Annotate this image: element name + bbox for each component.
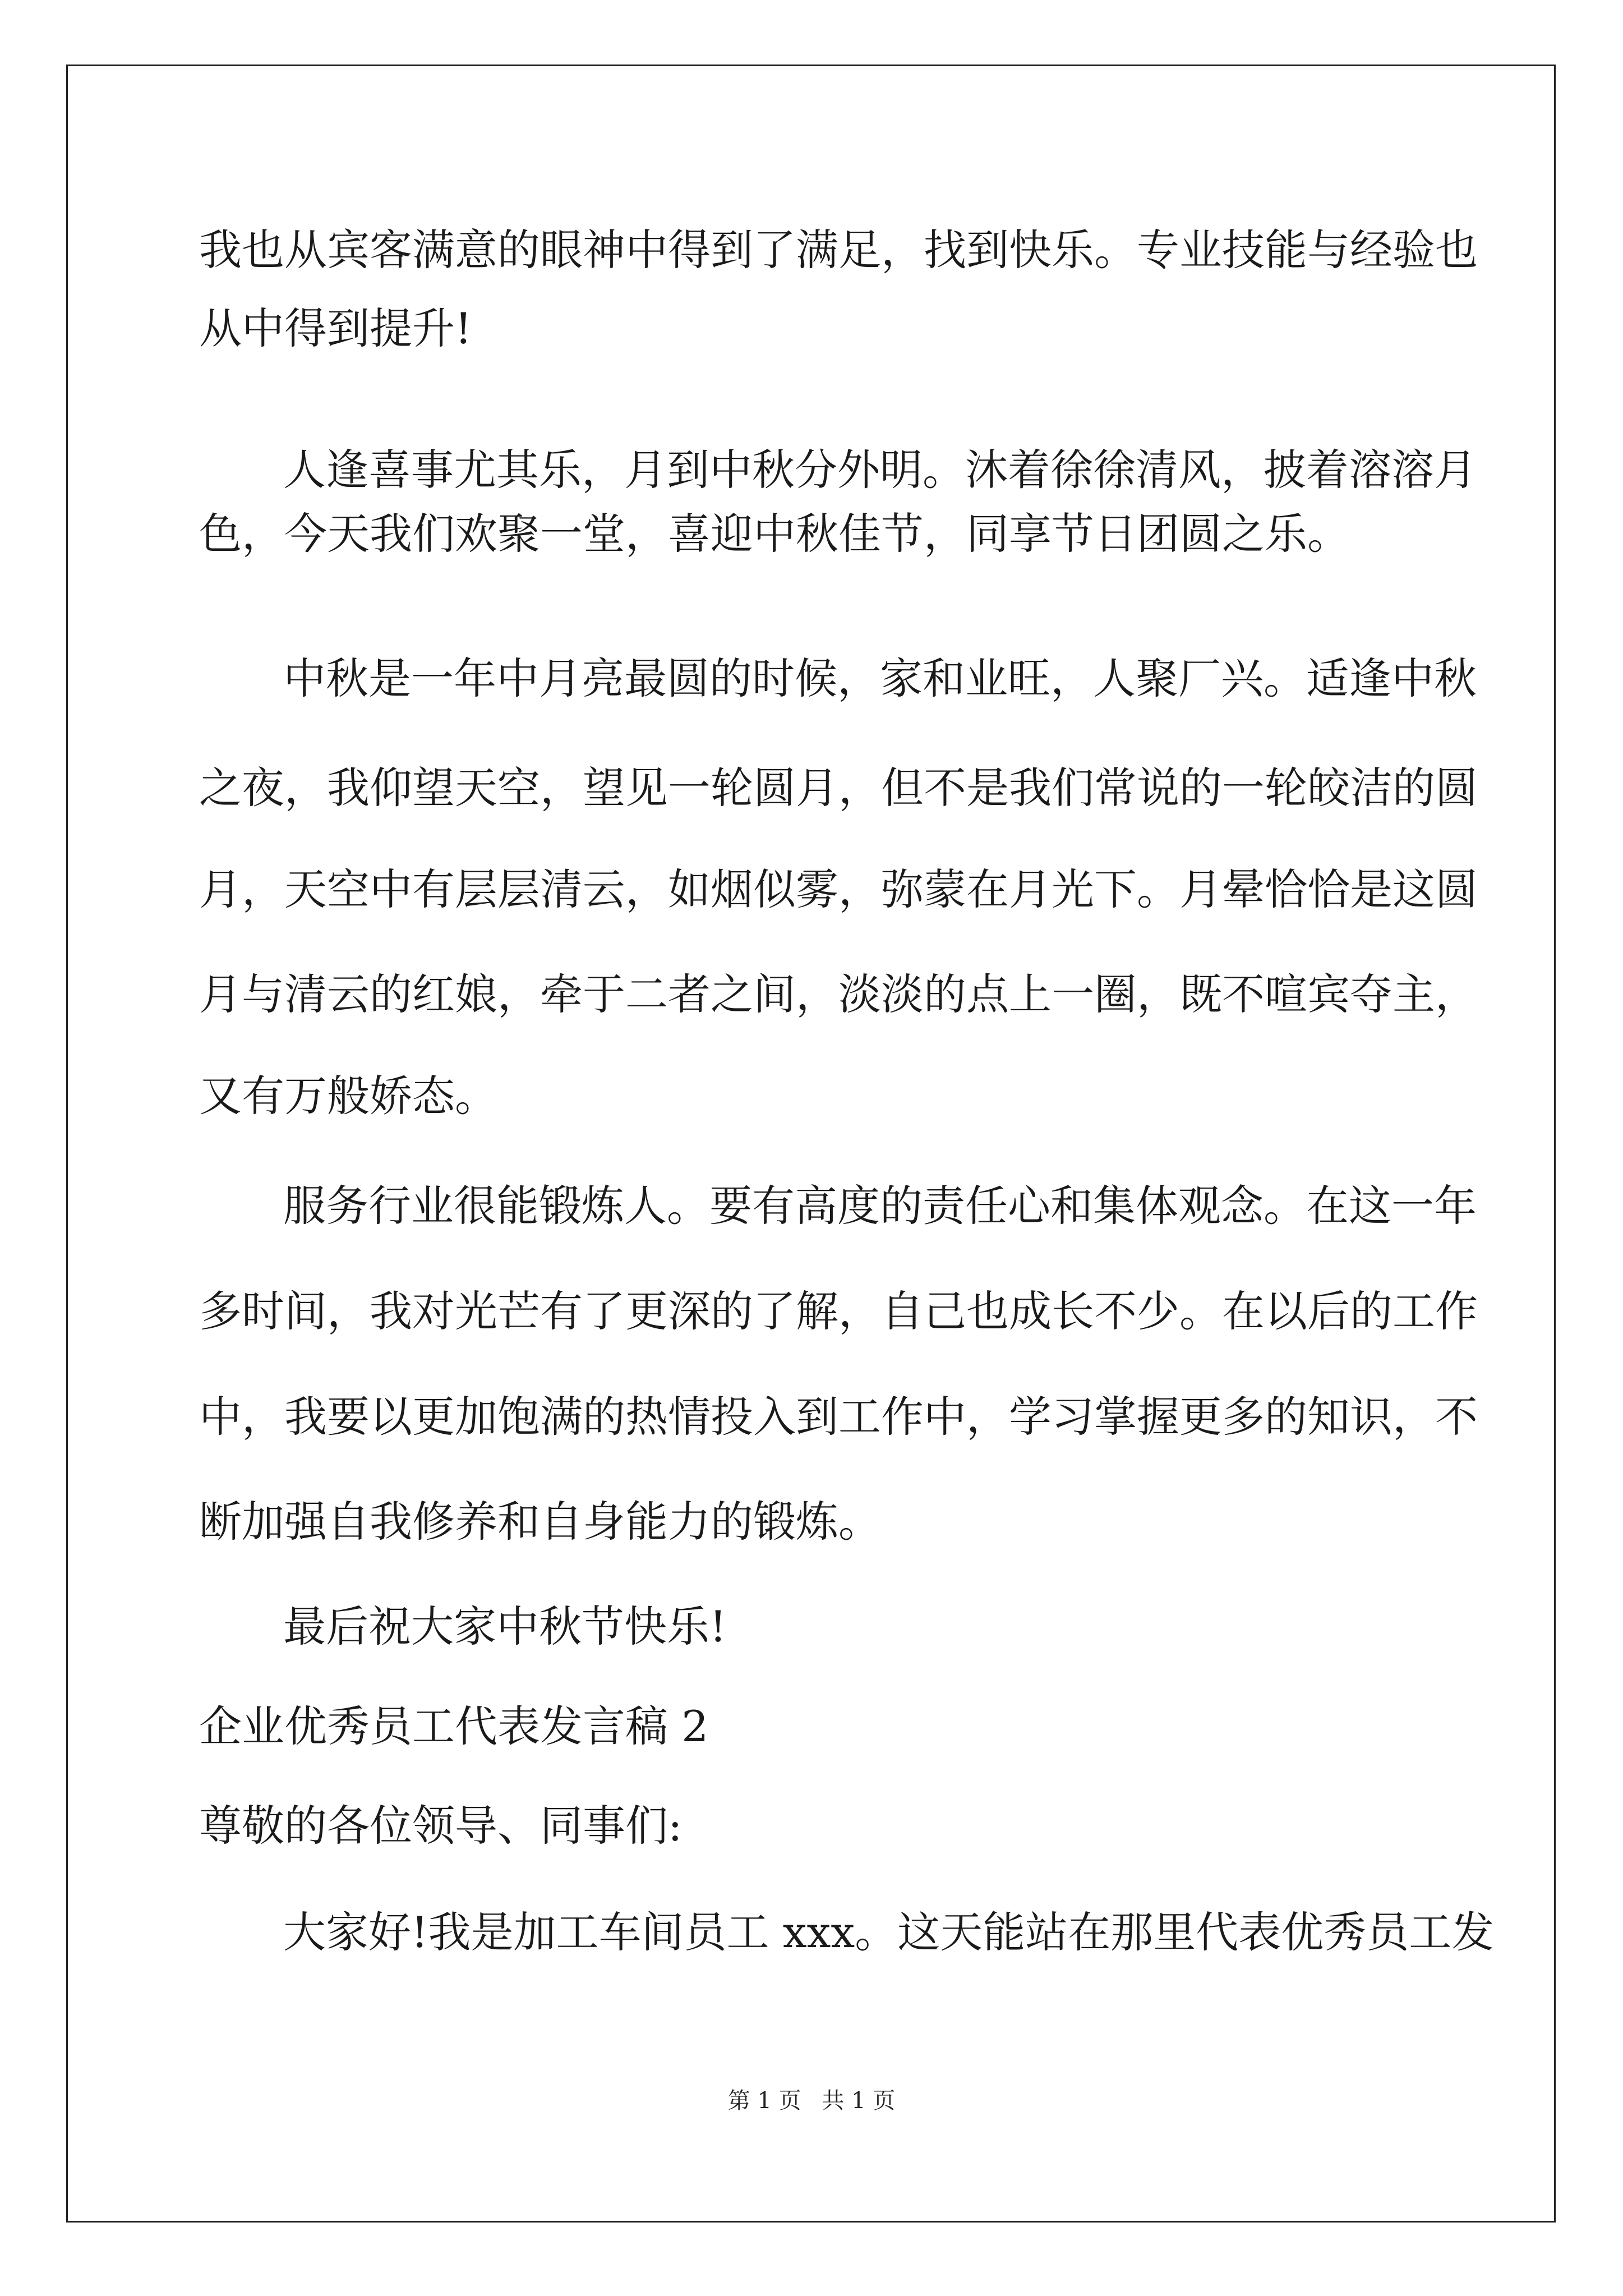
body-line: 中，我要以更加饱满的热情投入到工作中，学习掌握更多的知识，不 — [199, 1392, 1478, 1442]
body-line: 月与清云的红娘，牵于二者之间，淡淡的点上一圈，既不喧宾夺主， — [199, 969, 1478, 1019]
page-number: 第 1 页 — [727, 2088, 801, 2114]
body-line: 月，天空中有层层清云，如烟似雾，弥蒙在月光下。月晕恰恰是这圆 — [199, 864, 1478, 914]
body-line: 中秋是一年中月亮最圆的时候，家和业旺，人聚厂兴。适逢中秋 — [283, 654, 1477, 703]
body-line: 服务行业很能锻炼人。要有高度的责任心和集体观念。在这一年 — [283, 1181, 1477, 1231]
page-border — [66, 65, 1556, 2223]
body-line: 人逢喜事尤其乐，月到中秋分外明。沐着徐徐清风，披着溶溶月 — [283, 445, 1477, 495]
salutation: 尊敬的各位领导、同事们: — [199, 1801, 683, 1851]
page-footer — [0, 2087, 1623, 2115]
section-heading: 企业优秀员工代表发言稿 2 — [199, 1701, 709, 1751]
body-line: 最后祝大家中秋节快乐! — [283, 1602, 727, 1651]
body-line: 多时间，我对光芒有了更深的了解，自己也成长不少。在以后的工作 — [199, 1286, 1478, 1336]
body-line: 又有万般娇态。 — [199, 1071, 497, 1121]
body-line: 我也从宾客满意的眼神中得到了满足，找到快乐。专业技能与经验也 — [199, 225, 1478, 275]
body-line: 之夜，我仰望天空，望见一轮圆月，但不是我们常说的一轮皎洁的圆 — [199, 763, 1478, 813]
page-total: 共 1 页 — [822, 2088, 896, 2114]
body-line: 断加强自我修养和自身能力的锻炼。 — [199, 1497, 881, 1547]
body-line: 色，今天我们欢聚一堂，喜迎中秋佳节，同享节日团圆之乐。 — [199, 509, 1350, 559]
body-line: 大家好!我是加工车间员工 xxx。这天能站在那里代表优秀员工发 — [283, 1907, 1495, 1957]
body-line: 从中得到提升! — [199, 303, 472, 353]
